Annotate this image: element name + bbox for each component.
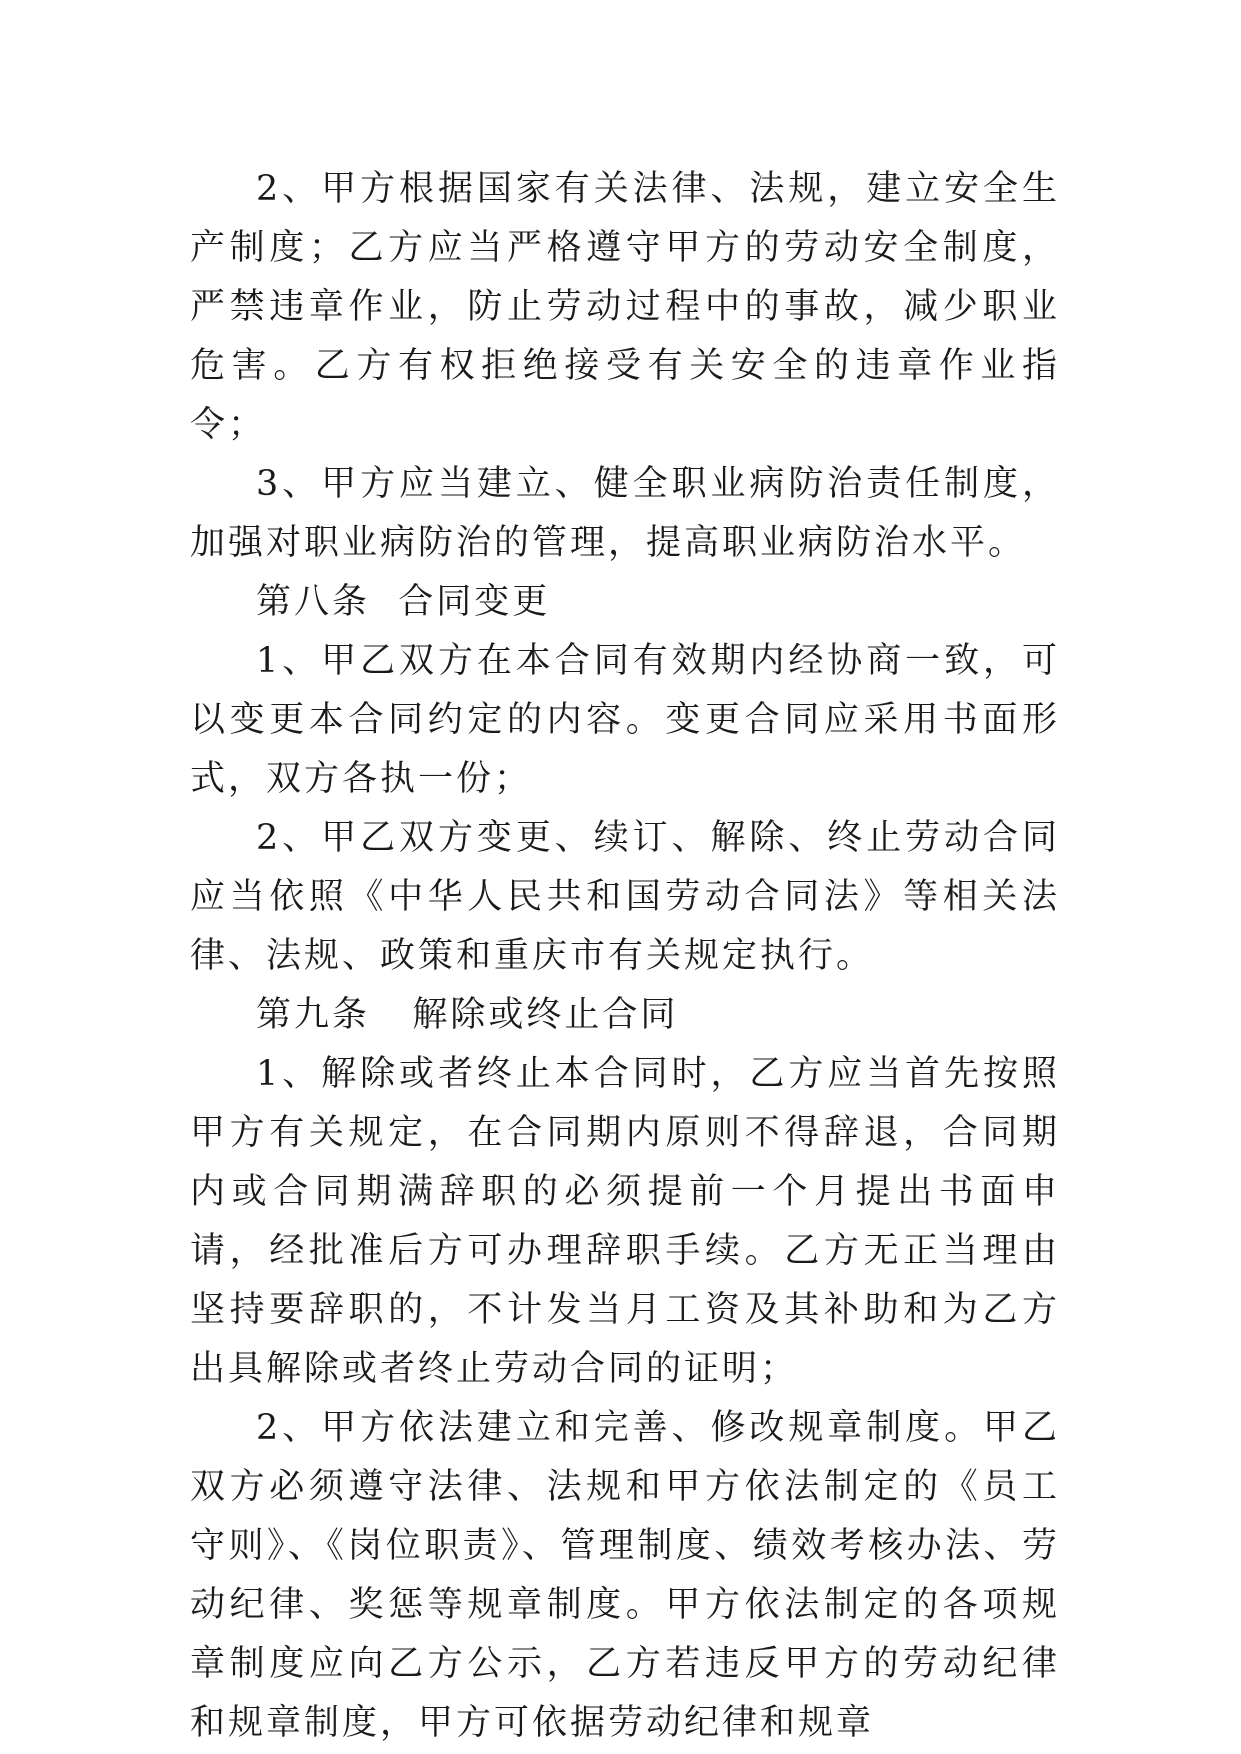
clause-9-item-2: 2、甲方依法建立和完善、修改规章制度。甲乙双方必须遵守法律、法规和甲方依法制定的《员工守则》、《岗位职责》、管理制度、绩效考核办法、劳动纪律、奖惩等规章制度。甲方依法制定的各项规章制度应向乙方公示，乙方若违反甲方的劳动纪律和规章制度，甲方可依据劳动纪律和规章 [190, 1408, 1060, 1743]
clause-9-item-1: 1、解除或者终止本合同时，乙方应当首先按照甲方有关规定，在合同期内原则不得辞退，合同期内或合同期满辞职的必须提前一个月提出书面申请，经批准后方可办理辞职手续。乙方无正当理由坚持要辞职的，不计发当月工资及其补助和为乙方出具解除或者终止劳动合同的证明； [190, 1054, 1060, 1389]
clause-7-item-3: 3、甲方应当建立、健全职业病防治责任制度，加强对职业病防治的管理，提高职业病防治水平。 [190, 464, 1060, 563]
article-8-heading: 第八条 合同变更 [256, 582, 551, 622]
clause-8-item-1: 1、甲乙双方在本合同有效期内经协商一致，可以变更本合同约定的内容。变更合同应采用书面形式，双方各执一份； [190, 641, 1060, 799]
clause-7-item-2: 2、甲方根据国家有关法律、法规，建立安全生产制度；乙方应当严格遵守甲方的劳动安全制度，严禁违章作业，防止劳动过程中的事故，减少职业危害。乙方有权拒绝接受有关安全的违章作业指令； [190, 169, 1060, 445]
article-9-heading: 第九条 解除或终止合同 [256, 995, 679, 1035]
clause-8-item-2: 2、甲乙双方变更、续订、解除、终止劳动合同应当依照《中华人民共和国劳动合同法》等相关法律、法规、政策和重庆市有关规定执行。 [190, 818, 1060, 976]
document-body [190, 160, 1060, 1753]
